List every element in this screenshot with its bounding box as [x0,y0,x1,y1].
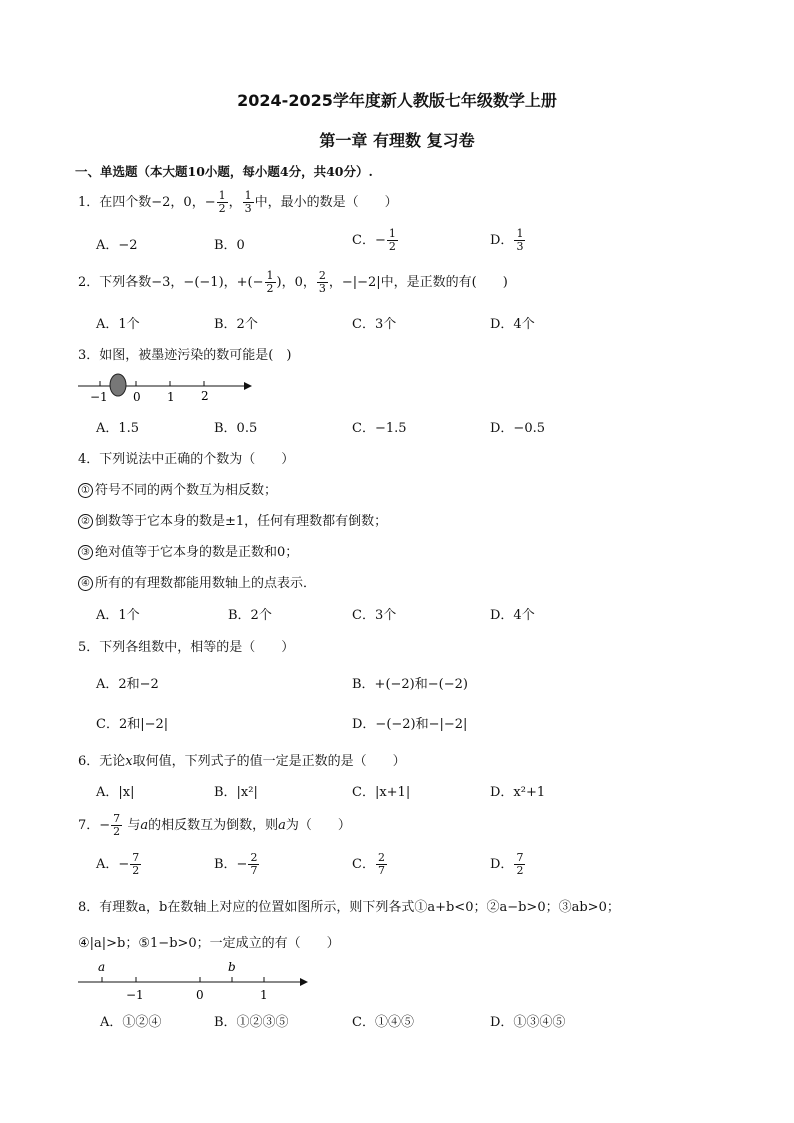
q7-option-b: B．− $\frac{2}{7}$ [214,851,258,877]
q6-option-b: B．|x²| [214,785,258,800]
q8-option-c: C．①④⑤ [352,1015,414,1030]
statement-2: ② 倒数等于它本身的数是±1，任何有理数都有倒数； [78,510,387,529]
q5-option-a: A．2和−2 [96,677,159,692]
q7-option-c: C． $\frac{2}{7}$ [352,851,385,877]
statement-1: ① 符号不同的两个数互为相反数； [78,479,277,498]
q8-option-b: B．①②③⑤ [214,1015,289,1030]
tick-label: 1 [260,988,268,1002]
section-heading: 一、单选题（本大题10小题，每小题4分，共40分）. [75,164,373,179]
fraction: $\frac{1}{2}$ [218,189,226,215]
q7-option-a: A．− $\frac{7}{2}$ [96,851,140,877]
q8-option-a: A．①②④ [100,1015,162,1030]
question-3: 3．如图，被墨迹污染的数可能是( ) [78,348,292,363]
statement-4: ④ 所有的有理数都能用数轴上的点表示． [78,572,316,591]
q2-option-b: B．2个 [214,317,258,332]
tick-label: 2 [201,389,209,403]
q1-option-c: C．− $\frac{1}{2}$ [352,227,396,253]
q6-option-c: C．|x+1| [352,785,411,800]
q3-option-d: D．−0.5 [490,421,545,436]
question-8-line2: ④|a|>b；⑤1−b>0；一定成立的有（ ） [78,936,340,951]
q3-option-c: C．−1.5 [352,421,407,436]
tick-label: −1 [126,988,144,1002]
q6-option-a: A．|x| [96,785,135,800]
fraction: $\frac{2}{3}$ [318,269,326,295]
q1-option-a: A．−2 [96,238,138,253]
q1-option-b: B．0 [214,238,245,253]
tick-label: 0 [133,390,141,404]
q1-option-d: D． $\frac{1}{3}$ [490,227,524,253]
q7-option-d: D． $\frac{7}{2}$ [490,851,524,877]
number-line-q3 [76,372,256,406]
question-1: 1．在四个数−2，0，− $\frac{1}{2}$ ， $\frac{1}{3}$ 中，最小的数是（ ） [78,189,398,215]
q8-option-d: D．①③④⑤ [490,1015,566,1030]
q4-option-b: B．2个 [228,608,272,623]
ink-blot [110,374,126,396]
question-4: 4．下列说法中正确的个数为（ ） [78,452,295,467]
number-line-q8 [76,958,316,1004]
q5-option-c: C．2和|−2| [96,717,169,732]
tick-label: 1 [167,390,175,404]
statement-3: ③ 绝对值等于它本身的数是正数和0； [78,541,298,560]
question-7: 7．− $\frac{7}{2}$ 与a的相反数互为倒数，则a为（ ） [78,812,351,838]
point-label-a: a [98,960,106,974]
q3-option-a: A．1.5 [96,421,140,436]
q2-option-c: C．3个 [352,317,397,332]
question-2: 2．下列各数−3，−(−1)，+(− $\frac{1}{2}$ )，0， $\frac{2}{3}$ ，−|−2|中，是正数的有( ) [78,269,508,295]
q5-option-b: B．+(−2)和−(−2) [352,677,468,692]
question-8-line1: 8．有理数a，b在数轴上对应的位置如图所示，则下列各式①a+b<0；②a−b>0；③ab>0； [78,900,620,915]
page-subtitle: 第一章 有理数 复习卷 [319,131,475,150]
fraction: $\frac{1}{2}$ [266,269,274,295]
q3-option-b: B．0.5 [214,421,258,436]
q2-option-a: A．1个 [96,317,140,332]
tick-label: −1 [90,390,108,404]
point-label-b: b [228,960,236,974]
q2-option-d: D．4个 [490,317,535,332]
tick-label: 0 [196,988,204,1002]
q4-option-c: C．3个 [352,608,397,623]
q5-option-d: D．−(−2)和−|−2| [352,717,468,732]
page-title: 2024-2025学年度新人教版七年级数学上册 [237,91,557,110]
q6-option-d: D．x²+1 [490,785,546,800]
fraction: $\frac{1}{3}$ [244,189,252,215]
question-6: 6．无论x取何值，下列式子的值一定是正数的是（ ） [78,754,406,769]
q4-option-d: D．4个 [490,608,535,623]
question-5: 5．下列各组数中，相等的是（ ） [78,640,295,655]
fraction: $\frac{7}{2}$ [113,812,121,838]
q4-option-a: A．1个 [96,608,140,623]
